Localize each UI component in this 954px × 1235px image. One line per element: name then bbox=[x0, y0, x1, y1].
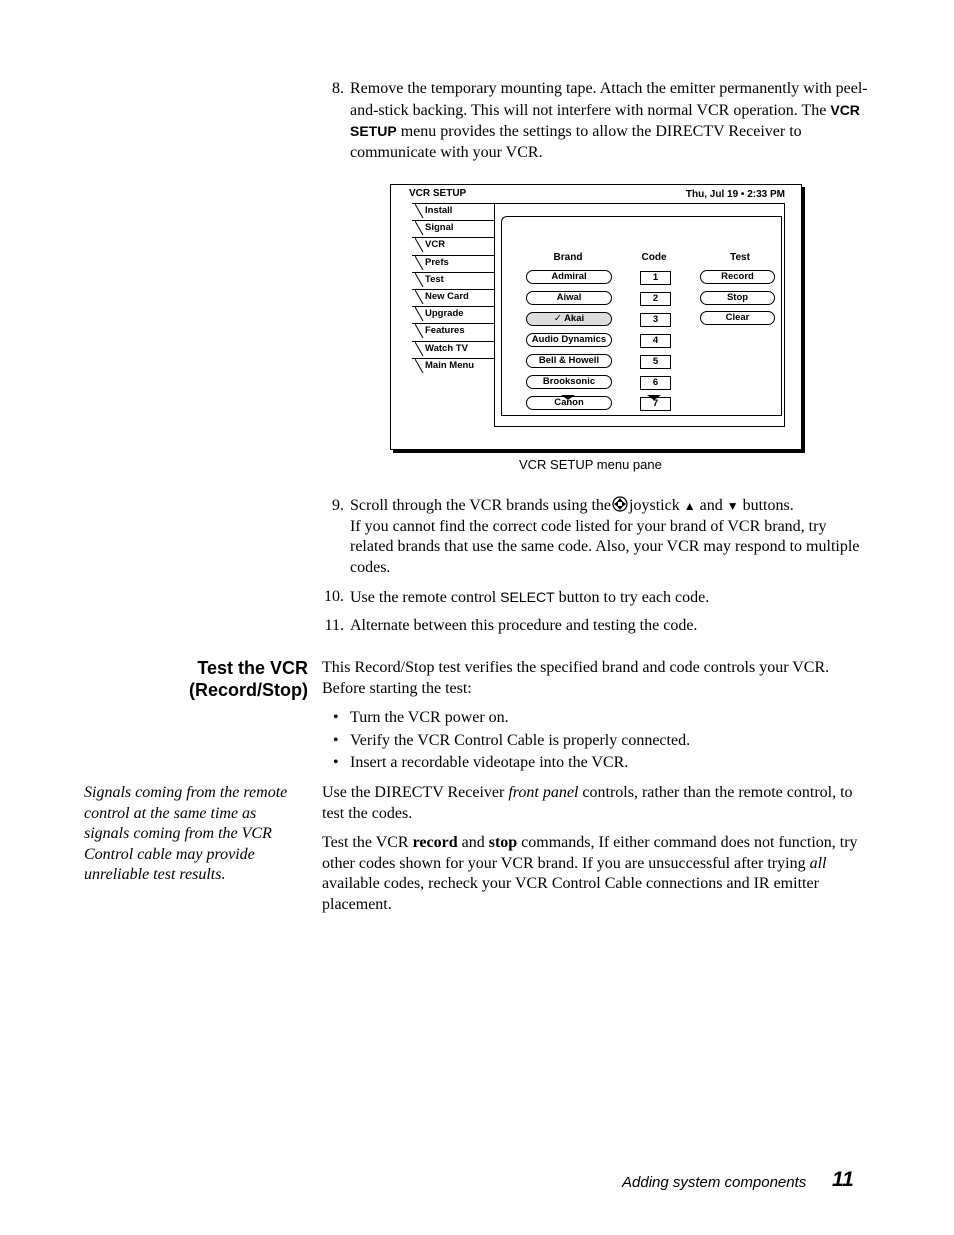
test-header: Test bbox=[730, 252, 750, 263]
brand-option[interactable]: Audio Dynamics bbox=[526, 333, 612, 347]
tab-watch-tv[interactable] bbox=[412, 341, 495, 356]
code-option[interactable]: 1 bbox=[640, 271, 671, 285]
tab-prefs[interactable] bbox=[412, 255, 495, 270]
step-10 bbox=[322, 587, 870, 609]
brand-option[interactable]: Canon bbox=[526, 396, 612, 410]
tab-main-menu[interactable] bbox=[412, 358, 495, 373]
para1-emphasis: front panel bbox=[508, 784, 579, 801]
step-number: 11. bbox=[324, 617, 344, 634]
tab-signal[interactable] bbox=[412, 220, 495, 235]
step-9-detail: If you cannot find the correct code listed for your brand of VCR brand, try related brands that use the same code. Also, your VCR may respond to multiple codes. bbox=[350, 517, 860, 576]
para2-text-end: available codes, recheck your VCR Control Cable connections and IR emitter placement. bbox=[322, 875, 819, 913]
figure-caption: VCR SETUP menu pane bbox=[519, 457, 662, 472]
brand-header: Brand bbox=[553, 252, 583, 263]
tab-label: Signal bbox=[425, 222, 454, 234]
brand-scroll-down-icon[interactable] bbox=[561, 395, 575, 400]
clear-button[interactable]: Clear bbox=[700, 311, 775, 325]
front-panel-paragraph bbox=[322, 783, 872, 824]
vcr-setup-keyword: VCR SETUP bbox=[350, 101, 860, 139]
tab-label: Prefs bbox=[425, 256, 449, 268]
bullet-text: Insert a recordable videotape into the VCR. bbox=[350, 754, 629, 771]
inner-pane bbox=[501, 216, 782, 416]
tab-features[interactable] bbox=[412, 323, 495, 338]
side-note: Signals coming from the remote control at the same time as signals coming from the VCR Control cable may provide unreliable test results. bbox=[84, 784, 288, 883]
tab-label: Test bbox=[425, 273, 444, 285]
screen-title: VCR SETUP bbox=[409, 188, 467, 199]
joystick-icon bbox=[612, 496, 628, 512]
screen-datetime: Thu, Jul 19 • 2:33 PM bbox=[685, 189, 785, 200]
step-11 bbox=[322, 616, 870, 637]
section-heading bbox=[189, 657, 308, 701]
bullet-text: Verify the VCR Control Cable is properly connected. bbox=[350, 732, 691, 749]
page-number: 11 bbox=[832, 1168, 854, 1191]
stop-button[interactable]: Stop bbox=[700, 291, 775, 305]
down-arrow-icon: ▼ bbox=[726, 499, 739, 513]
step-number: 9. bbox=[332, 497, 344, 514]
code-option[interactable]: 3 bbox=[640, 313, 671, 327]
brand-option[interactable]: Bell & Howell bbox=[526, 354, 612, 368]
step-9-buttons: buttons. bbox=[738, 497, 794, 514]
step-9-joystick-word: joystick bbox=[629, 497, 684, 514]
tab-label: New Card bbox=[425, 291, 469, 302]
tab-new-card[interactable] bbox=[412, 289, 495, 304]
para1-text-end: controls, rather than the remote control, to test the codes. bbox=[322, 784, 853, 822]
section-heading-line2: (Record/Stop) bbox=[189, 680, 308, 700]
code-option[interactable]: 4 bbox=[640, 334, 671, 348]
code-header: Code bbox=[641, 252, 667, 263]
brand-option[interactable]: ✓ Akai bbox=[526, 312, 612, 326]
code-option[interactable]: 6 bbox=[640, 376, 671, 390]
step-9-and: and bbox=[695, 497, 727, 514]
brand-option[interactable]: Brooksonic bbox=[526, 375, 612, 389]
tab-label: Watch TV bbox=[425, 342, 468, 354]
stop-keyword: stop bbox=[488, 834, 518, 851]
up-arrow-icon: ▲ bbox=[683, 499, 696, 513]
tab-label: Features bbox=[425, 325, 465, 337]
code-scroll-down-icon[interactable] bbox=[647, 395, 661, 400]
para2-text-mid: commands, If either command does not function, try other codes shown for your VCR brand. If you are unsuccessful after trying bbox=[322, 834, 858, 872]
step-8 bbox=[322, 79, 870, 163]
tab-label: Install bbox=[425, 205, 453, 216]
para2-text: Test the VCR bbox=[322, 834, 413, 851]
record-button[interactable]: Record bbox=[700, 270, 775, 284]
tab-label: VCR bbox=[425, 239, 446, 251]
code-option[interactable]: 2 bbox=[640, 292, 671, 306]
step-9-text: Scroll through the VCR brands using the bbox=[350, 497, 612, 514]
bullet-text: Turn the VCR power on. bbox=[350, 709, 509, 726]
step-number: 8. bbox=[332, 80, 344, 97]
bullet-item: • Turn the VCR power on. bbox=[333, 708, 873, 729]
step-10-text: Use the remote control bbox=[350, 589, 501, 606]
para1-text: Use the DIRECTV Receiver bbox=[322, 784, 509, 801]
vcr-setup-screen bbox=[390, 184, 802, 450]
tab-label: Upgrade bbox=[425, 308, 464, 320]
step-9 bbox=[322, 496, 870, 578]
code-option[interactable]: 7 bbox=[640, 397, 671, 411]
select-keyword: SELECT bbox=[500, 589, 555, 605]
test-commands-paragraph bbox=[322, 833, 872, 915]
tab-test[interactable] bbox=[412, 272, 495, 287]
brand-option[interactable]: Admiral bbox=[526, 270, 612, 284]
footer-section: Adding system components bbox=[622, 1174, 807, 1191]
bullet-item: • Verify the VCR Control Cable is properly connected. bbox=[333, 731, 873, 752]
bullet-item: • Insert a recordable videotape into the VCR. bbox=[333, 753, 873, 774]
tab-install[interactable] bbox=[412, 203, 495, 218]
record-keyword: record bbox=[412, 834, 458, 851]
content-pane bbox=[494, 203, 785, 427]
tab-vcr[interactable] bbox=[412, 237, 495, 252]
section-heading-line1: Test the VCR bbox=[197, 658, 308, 678]
tab-upgrade[interactable] bbox=[412, 306, 495, 321]
intro-paragraph: This Record/Stop test verifies the specified brand and code controls your VCR. Before starting the test: bbox=[322, 659, 830, 697]
brand-option[interactable]: Aiwal bbox=[526, 291, 612, 305]
para2-and: and bbox=[457, 834, 489, 851]
all-emphasis: all bbox=[809, 854, 827, 872]
step-number: 10. bbox=[324, 588, 344, 605]
code-option[interactable]: 5 bbox=[640, 355, 671, 369]
step-8-text: Remove the temporary mounting tape. Attach the emitter permanently with peel-and-stick backing. This will not interfere with normal VCR operation. The bbox=[350, 80, 868, 119]
step-11-text: Alternate between this procedure and testing the code. bbox=[350, 617, 698, 634]
tab-label: Main Menu bbox=[425, 359, 475, 371]
step-10-text-end: button to try each code. bbox=[554, 589, 710, 606]
step-8-text-end: menu provides the settings to allow the DIRECTV Receiver to communicate with your VCR. bbox=[350, 123, 802, 161]
